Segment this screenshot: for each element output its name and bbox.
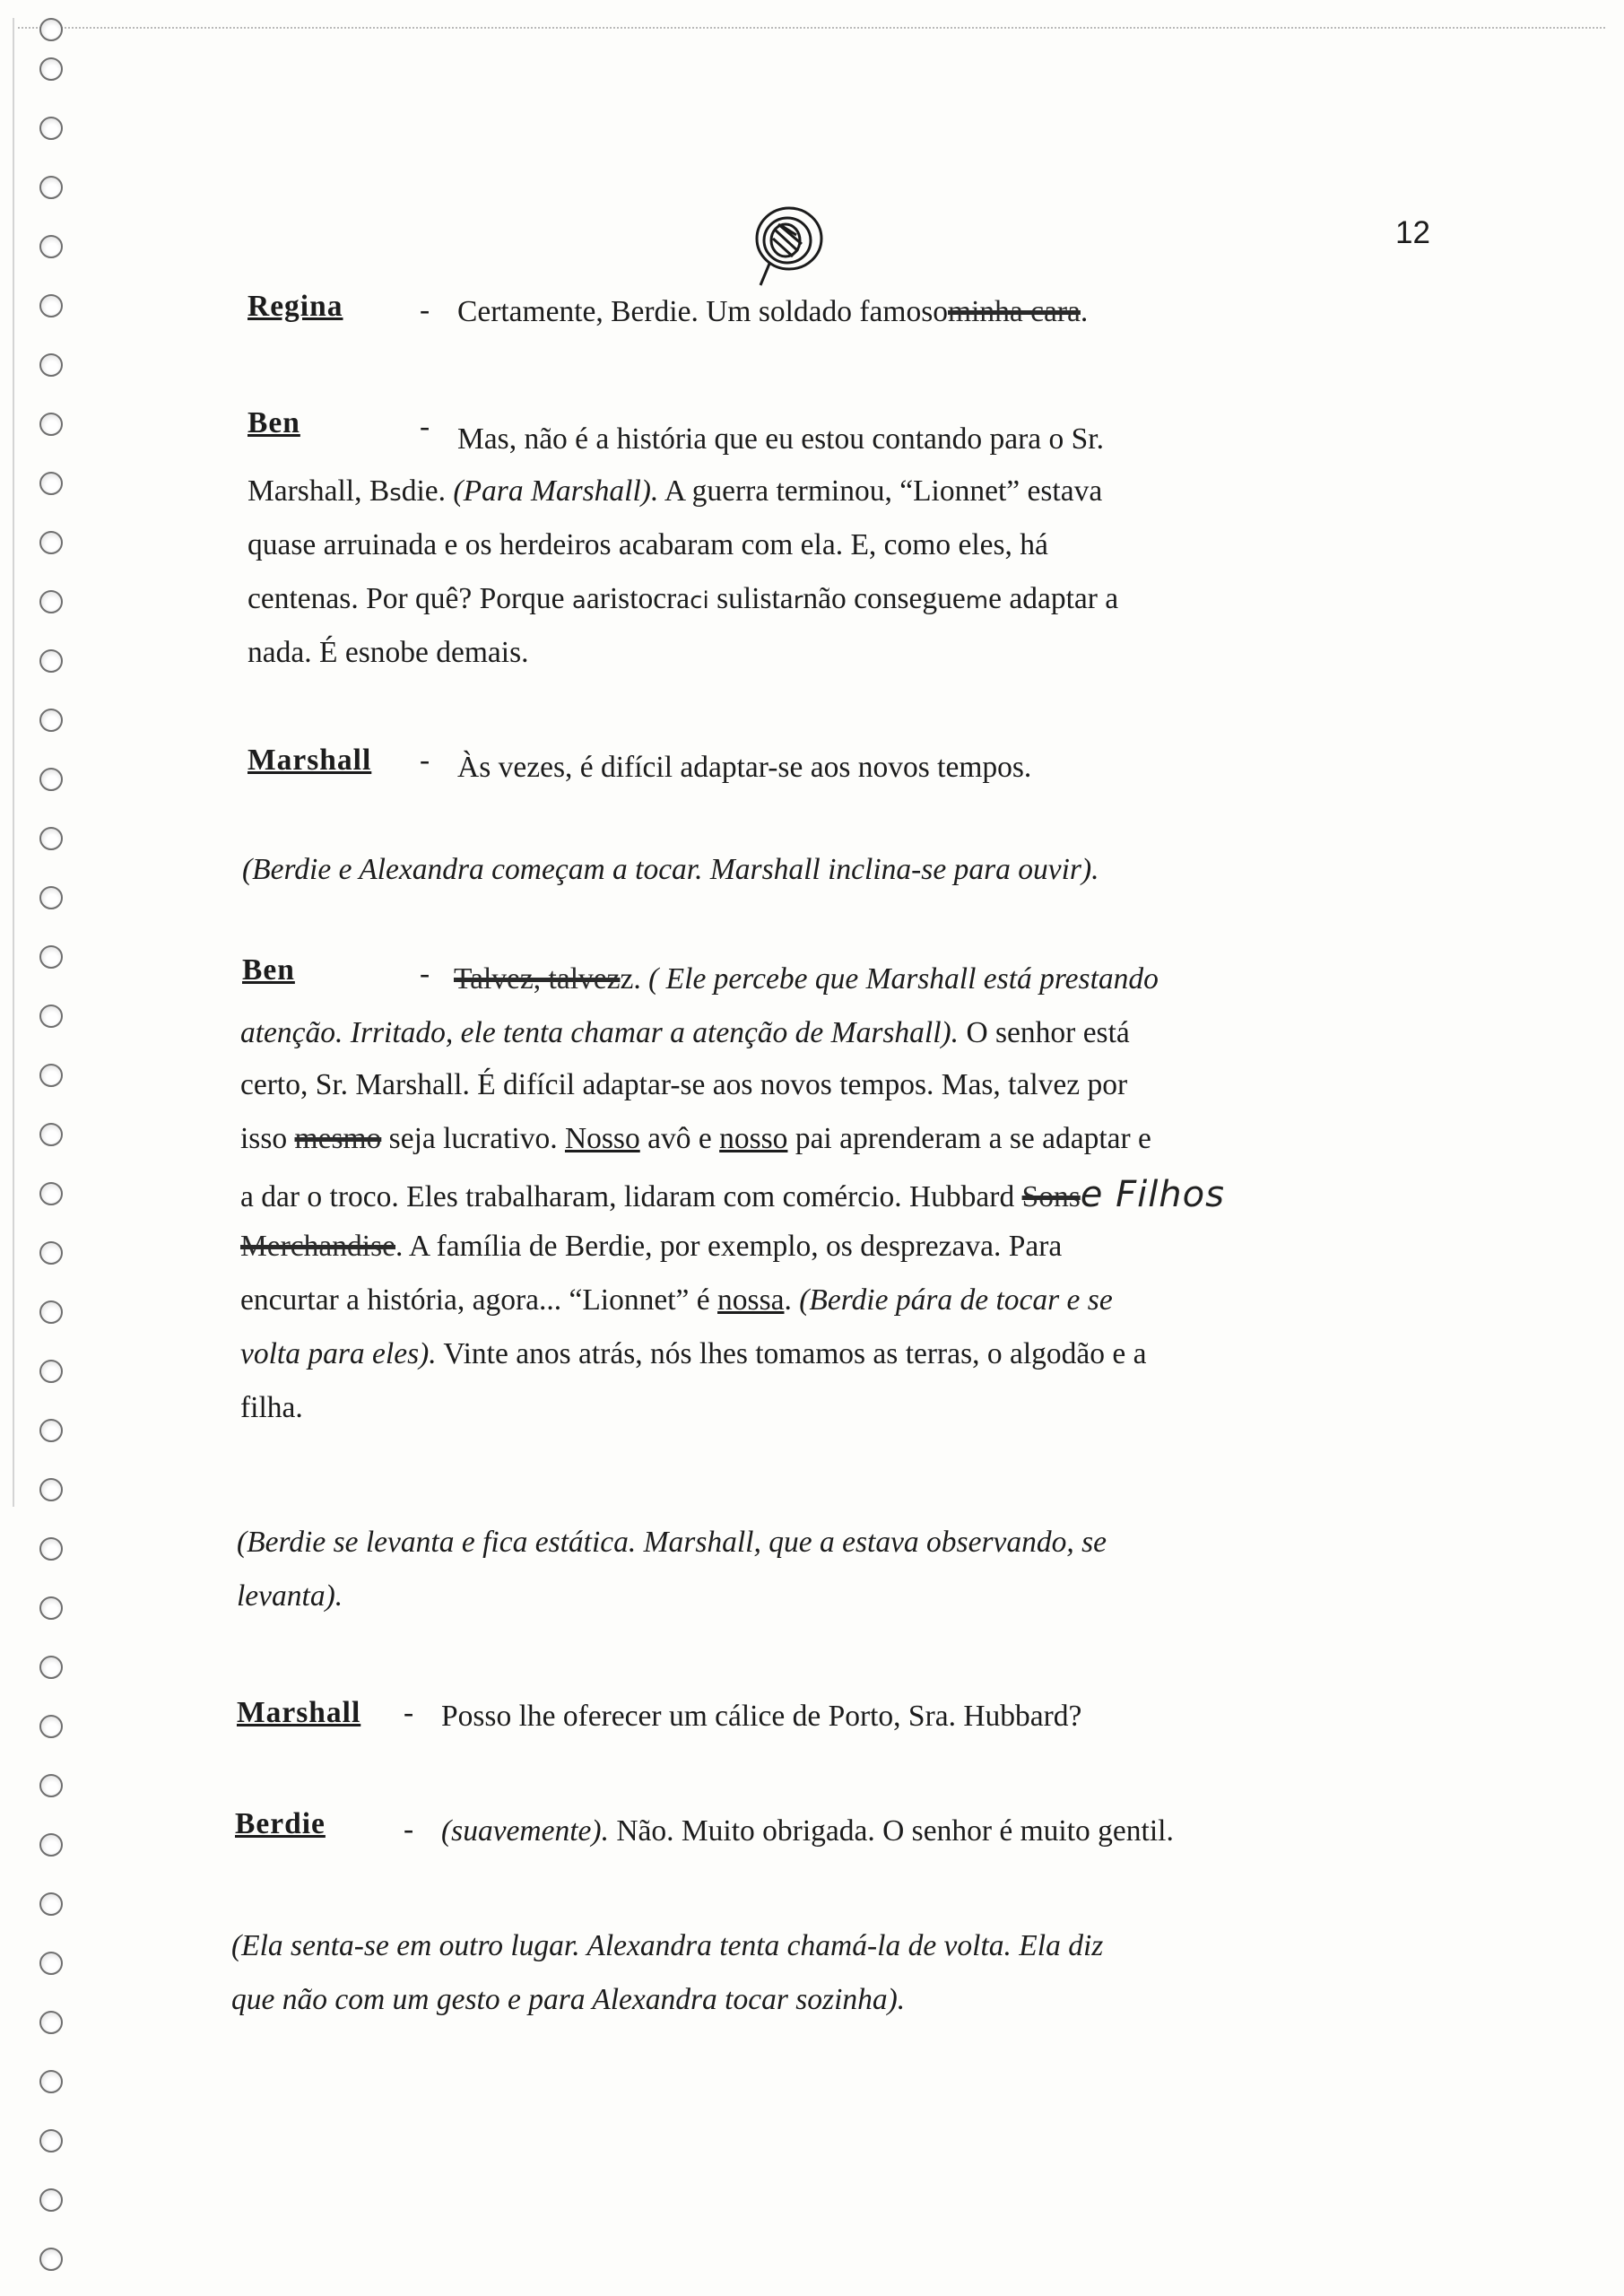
handwritten-correction: m (965, 587, 989, 614)
dialogue-text: . A família de Berdie, por exemplo, os desprezava. Para (395, 1230, 1063, 1263)
struck-text: Talvez, talvez (454, 962, 621, 996)
dash: - (420, 744, 430, 777)
dialogue-text: Marshall, B (248, 474, 390, 508)
dialogue-line (240, 1220, 1062, 1274)
dialogue-text: centenas. Por quê? Porque (248, 582, 565, 615)
underlined-text: nosso (719, 1122, 788, 1155)
stage-direction: (Para Marshall). (453, 474, 659, 508)
speaker-name: Marshall (248, 744, 372, 777)
struck-text: Merchandise (240, 1230, 396, 1263)
stage-direction: volta para eles). (240, 1337, 437, 1370)
speaker-name: Regina (248, 290, 343, 323)
stage-direction: ( Ele percebe que Marshall está prestando (648, 962, 1159, 996)
dialogue-line: Mas, não é a história que eu estou contando para o Sr. (457, 422, 1104, 456)
dialogue-text: encurtar a história, agora... “Lionnet” é (240, 1283, 710, 1317)
dialogue-text: avô e (647, 1122, 712, 1155)
handwritten-correction: a (571, 587, 586, 614)
dialogue-line: Às vezes, é difícil adaptar-se aos novos tempos. (457, 751, 1032, 784)
dialogue-line (441, 1805, 1174, 1858)
dialogue-line (240, 1327, 1147, 1381)
dialogue-text: . (784, 1283, 792, 1317)
dialogue-line (248, 572, 1118, 628)
page-number: 12 (1395, 215, 1430, 250)
stage-direction: (Berdie se levanta e fica estática. Marshall, que a estava observando, se (237, 1526, 1107, 1559)
stage-direction: (Ela senta-se em outro lugar. Alexandra tenta chamá-la de volta. Ela diz (231, 1929, 1104, 1962)
speaker-name: Marshall (237, 1696, 361, 1729)
dash: - (420, 410, 430, 443)
handwritten-correction: ci (690, 587, 709, 614)
dialogue-line (240, 1274, 1113, 1327)
handwritten-correction: r (793, 587, 803, 614)
stage-direction: (suavemente). (441, 1814, 609, 1848)
handwritten-correction: s (389, 480, 402, 507)
dialogue-line: certo, Sr. Marshall. É difícil adaptar-se aos novos tempos. Mas, talvez por (240, 1068, 1128, 1101)
dialogue-text: pai aprenderam a se adaptar e (795, 1122, 1151, 1155)
dialogue-line (240, 1112, 1151, 1166)
stage-direction: levanta). (237, 1579, 343, 1613)
dialogue-text: Não. Muito obrigada. O senhor é muito gentil. (616, 1814, 1174, 1848)
dialogue-text: die. (401, 474, 447, 508)
dialogue-line (457, 285, 1088, 339)
dash: - (420, 957, 430, 990)
dialogue-text: isso (240, 1122, 288, 1155)
dialogue-line: quase arruinada e os herdeiros acabaram com ela. E, como eles, há (248, 528, 1048, 561)
dialogue-text: a dar o troco. Eles trabalharam, lidaram com comércio. Hubbard (240, 1180, 1015, 1213)
struck-text: Sons (1021, 1180, 1081, 1213)
underlined-text: nossa (717, 1283, 785, 1317)
dialogue-line: Posso lhe oferecer um cálice de Porto, Sra. Hubbard? (441, 1700, 1082, 1733)
speaker-name: Berdie (235, 1807, 326, 1840)
dialogue-text: aristocra (586, 582, 690, 615)
dash: - (420, 293, 430, 326)
stage-direction: (Berdie e Alexandra começam a tocar. Marshall inclina-se para ouvir). (242, 853, 1099, 886)
speaker-name: Ben (242, 953, 295, 987)
dialogue-text: A guerra terminou, “Lionnet” estava (664, 474, 1103, 508)
dialogue-line (240, 1006, 1130, 1060)
dialogue-text: O senhor está (966, 1016, 1130, 1049)
dialogue-text: Certamente, Berdie. Um soldado famoso (457, 295, 949, 328)
stage-direction: que não com um gesto e para Alexandra tocar sozinha). (231, 1983, 906, 2016)
dialogue-text: e adaptar a (988, 582, 1119, 615)
dash: - (404, 1696, 414, 1729)
struck-text: minha cara (948, 295, 1081, 328)
dialogue-line (240, 1168, 1225, 1224)
struck-text: mesmo (294, 1122, 382, 1155)
dash: - (404, 1813, 414, 1846)
stage-direction: (Berdie pára de tocar e se (799, 1283, 1113, 1317)
handwritten-correction: e Filhos (1080, 1174, 1225, 1215)
dialogue-text: . (1080, 295, 1089, 328)
dialogue-text: seja lucrativo. (388, 1122, 558, 1155)
dialogue-line (454, 952, 1159, 1006)
dialogue-line: nada. É esnobe demais. (248, 636, 529, 669)
dialogue-line: filha. (240, 1391, 303, 1424)
dialogue-text: z. (620, 962, 641, 996)
dialogue-line (248, 465, 1102, 520)
underlined-text: Nosso (564, 1122, 640, 1155)
dialogue-text: não consegue (803, 582, 966, 615)
dialogue-text: sulista (716, 582, 794, 615)
dialogue-text: Vinte anos atrás, nós lhes tomamos as terras, o algodão e a (443, 1337, 1147, 1370)
stage-direction: atenção. Irritado, ele tenta chamar a atenção de Marshall). (240, 1016, 960, 1049)
speaker-name: Ben (248, 406, 300, 439)
